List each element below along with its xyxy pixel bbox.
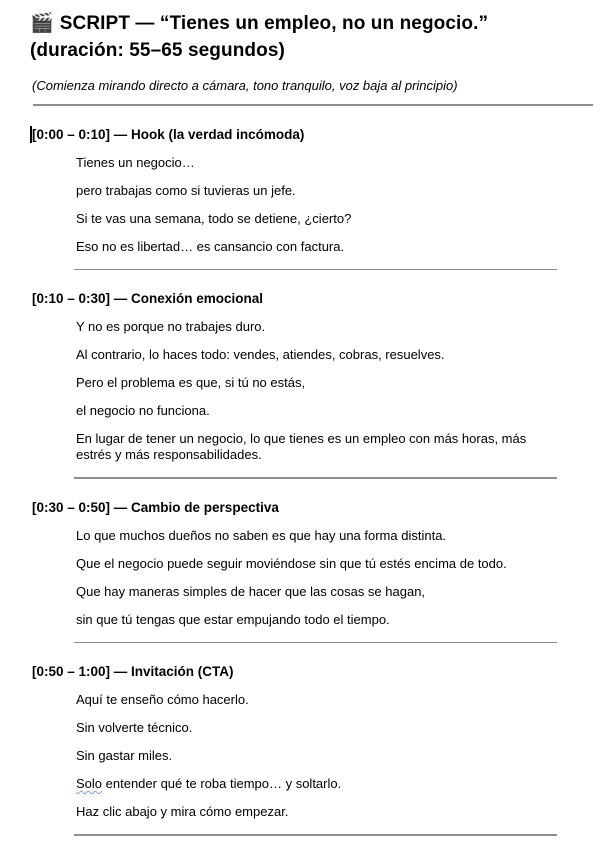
script-line[interactable]: Lo que muchos dueños no saben es que hay una forma distinta. <box>76 527 447 543</box>
script-line-rest: entender qué te roba tiempo… y soltarlo. <box>102 776 342 791</box>
script-line[interactable]: sin que tú tengas que estar empujando todo el tiempo. <box>76 611 390 627</box>
title-line-2: (duración: 55–65 segundos) <box>30 40 285 61</box>
script-line[interactable]: Si te vas una semana, todo se detiene, ¿cierto? <box>76 210 352 226</box>
title-line-1: SCRIPT — “Tienes un empleo, no un negocio.” <box>59 13 489 34</box>
document-page[interactable] <box>0 10 609 855</box>
script-line[interactable]: Que el negocio puede seguir moviéndose sin que tú estés encima de todo. <box>76 555 507 571</box>
section-header[interactable]: [0:30 – 0:50] — Cambio de perspectiva <box>32 499 279 515</box>
script-line[interactable]: Tienes un negocio… <box>76 154 195 170</box>
document-title[interactable] <box>30 10 593 64</box>
script-section-conexion <box>30 290 593 479</box>
script-line[interactable] <box>76 776 564 792</box>
script-line[interactable]: En lugar de tener un negocio, lo que tienes es un empleo con más horas, más estrés y más responsabilidades. <box>76 431 527 462</box>
section-divider <box>74 269 557 271</box>
script-section-cta <box>30 663 593 836</box>
clapperboard-icon: 🎬 <box>30 13 54 34</box>
script-line[interactable]: pero trabajas como si tuvieras un jefe. <box>76 182 296 198</box>
script-section-perspectiva <box>30 499 593 644</box>
script-line[interactable]: Y no es porque no trabajes duro. <box>76 319 266 334</box>
script-line[interactable]: Sin gastar miles. <box>76 748 173 763</box>
script-line[interactable]: el negocio no funciona. <box>76 403 210 418</box>
script-line[interactable]: Pero el problema es que, si tú no estás, <box>76 375 306 390</box>
script-line[interactable]: Sin volverte técnico. <box>76 720 193 735</box>
script-line[interactable]: Haz clic abajo y mira cómo empezar. <box>76 804 289 819</box>
script-section-hook <box>30 126 593 271</box>
section-divider <box>74 834 557 836</box>
spellcheck-word: Solo <box>76 776 103 791</box>
text-cursor <box>30 126 32 143</box>
section-header[interactable]: [0:50 – 1:00] — Invitación (CTA) <box>32 664 234 679</box>
direction-note[interactable]: (Comienza mirando directo a cámara, tono tranquilo, voz baja al principio) <box>32 78 458 93</box>
section-header[interactable]: [0:00 – 0:10] — Hook (la verdad incómoda) <box>32 126 305 142</box>
script-line[interactable]: Que hay maneras simples de hacer que las cosas se hagan, <box>76 583 426 599</box>
section-divider <box>74 477 557 479</box>
script-line[interactable]: Eso no es libertad… es cansancio con factura. <box>76 238 345 254</box>
section-divider <box>74 642 557 644</box>
horizontal-rule <box>33 104 593 106</box>
script-line[interactable]: Al contrario, lo haces todo: vendes, atiendes, cobras, resuelves. <box>76 347 445 362</box>
script-line[interactable]: Aquí te enseño cómo hacerlo. <box>76 692 249 707</box>
section-header[interactable]: [0:10 – 0:30] — Conexión emocional <box>32 291 264 306</box>
